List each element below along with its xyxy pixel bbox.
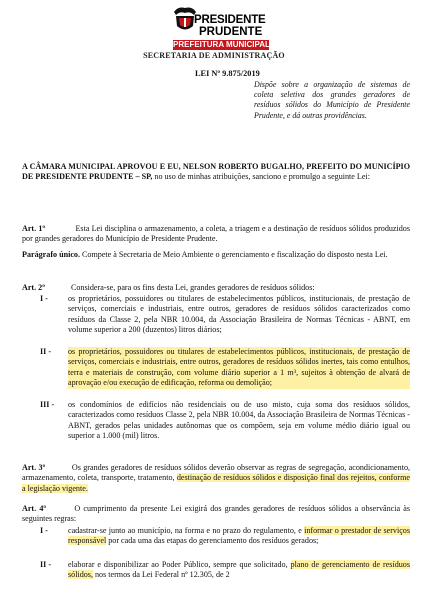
paragrafo-unico-label: Parágrafo único. [22, 250, 80, 259]
item-text: os proprietários, possuidores ou titulares de estabelecimentos públicos, institucionais, de prestação de serviços, comerciais e industriais, entre outros, geradores de resíduos sólidos caracterizados como resíduos da Classe 2, pela NBR 10.004, da Associação Brasileira de Normas Técnicas - ABNT, em volume superior a 200 (duzentos) litros diários; [68, 294, 410, 335]
item-text-highlighted: os proprietários, possuidores ou titulares de estabelecimentos públicos, institucionais, de prestação de serviços, comerciais e industriais, entre outros, geradores de resíduos sólidos inertes, tais como entulhos, terra e materiais de construção, com volume diário superior a 1 m³, sujeitos à obtenção de alvará de aprovação e/ou execução de edificação, reforma ou demolição; [68, 347, 410, 388]
article-4-text: O cumprimento da presente Lei exigirá dos grandes geradores de resíduos sólidos a observância às seguintes regras: [22, 504, 410, 524]
item-text-b: por cada uma das etapas do gerenciamento dos resíduos gerados; [108, 536, 319, 546]
enactment-clause [22, 162, 410, 183]
article-3 [22, 463, 410, 494]
law-ementa: Dispõe sobre a organização de sistemas de coleta seletiva dos grandes geradores de resíduos sólidos do Município de Presidente Prudente, e dá outras providências. [254, 80, 410, 120]
item-text: os condomínios de edifícios não residenciais ou de uso misto, cuja soma dos resíduos sólidos, caracterizados como resíduos Classe 2, pela NBR 10.004, da Associação Brasileira de Normas Técnicas - ABNT, gerados pelas unidades autônomas que os compõem, seja em volume médio diário igual ou superior a 1.000 (mil) litros. [68, 400, 410, 441]
paragrafo-unico-text: Compete à Secretaria de Meio Ambiente o gerenciamento e fiscalização do disposto nesta Lei. [82, 250, 388, 259]
article-1 [22, 224, 410, 245]
article-1-label: Art. 1º [22, 224, 46, 233]
item-text [68, 526, 410, 547]
item-text [68, 560, 410, 581]
article-2-label: Art. 2º [22, 283, 45, 292]
article-1-text: Esta Lei disciplina o armazenamento, a coleta, a triagem e a destinação de resíduos sólidos produzidos por grandes geradores do Município de Presidente Prudente. [22, 224, 410, 244]
article-3-text: Os grandes geradores de resíduos sólidos deverão observar as regras de segregação, acondicionamento, armazenamento, coleta, transporte, tratamento, [22, 463, 411, 483]
article-3-label: Art. 3º [22, 463, 46, 472]
item-text-highlight: informar o prestador de serviços responsável [68, 526, 410, 546]
item-number: II - [40, 347, 52, 356]
article-2-text: Considera-se, para os fins desta Lei, grandes geradores de resíduos sólidos: [70, 283, 315, 292]
item-text-a: cadastrar-se junto ao município, na forma e no prazo do regulamento, e [68, 526, 302, 535]
paragrafo-unico [22, 250, 410, 260]
article-2 [22, 283, 410, 293]
item-number: I - [40, 294, 48, 303]
item-text-a: elaborar e disponibilizar ao Poder Público, sempre que solicitado, [68, 560, 288, 569]
article-3-highlight: destinação de resíduos sólidos e disposição final dos rejeitos, conforme a legislação vigente. [22, 473, 410, 493]
item-text-b: nos termos da Lei Federal nº 12.305, de 2 [95, 570, 230, 580]
law-title: LEI Nº 9.875/2019 [195, 69, 260, 78]
enactment-caps: A CÂMARA MUNICIPAL APROVOU E EU, NELSON ROBERTO BUGALHO, PREFEITO DO MUNICÍPIO DE PRESIDENTE PRUDENTE – SP, [22, 162, 410, 182]
item-number: II - [40, 560, 52, 569]
enactment-rest: no uso de minhas atribuições, sanciono e promulgo a seguinte Lei: [154, 172, 370, 182]
logo-text-line2: PRUDENTE [199, 26, 263, 38]
item-number: I - [40, 526, 48, 535]
logo-text-line1: PRESIDENTE [194, 14, 266, 26]
secretaria-label: SECRETARIA DE ADMINISTRAÇÃO [143, 51, 285, 60]
article-4 [22, 504, 410, 525]
article-4-label: Art. 4º [22, 504, 47, 513]
item-text-highlight: plano de gerenciamento de resíduos sólidos, [68, 560, 410, 580]
city-logo [172, 6, 272, 44]
item-number: III - [40, 400, 55, 409]
prefeitura-banner: PREFEITURA MUNICIPAL [173, 40, 270, 49]
